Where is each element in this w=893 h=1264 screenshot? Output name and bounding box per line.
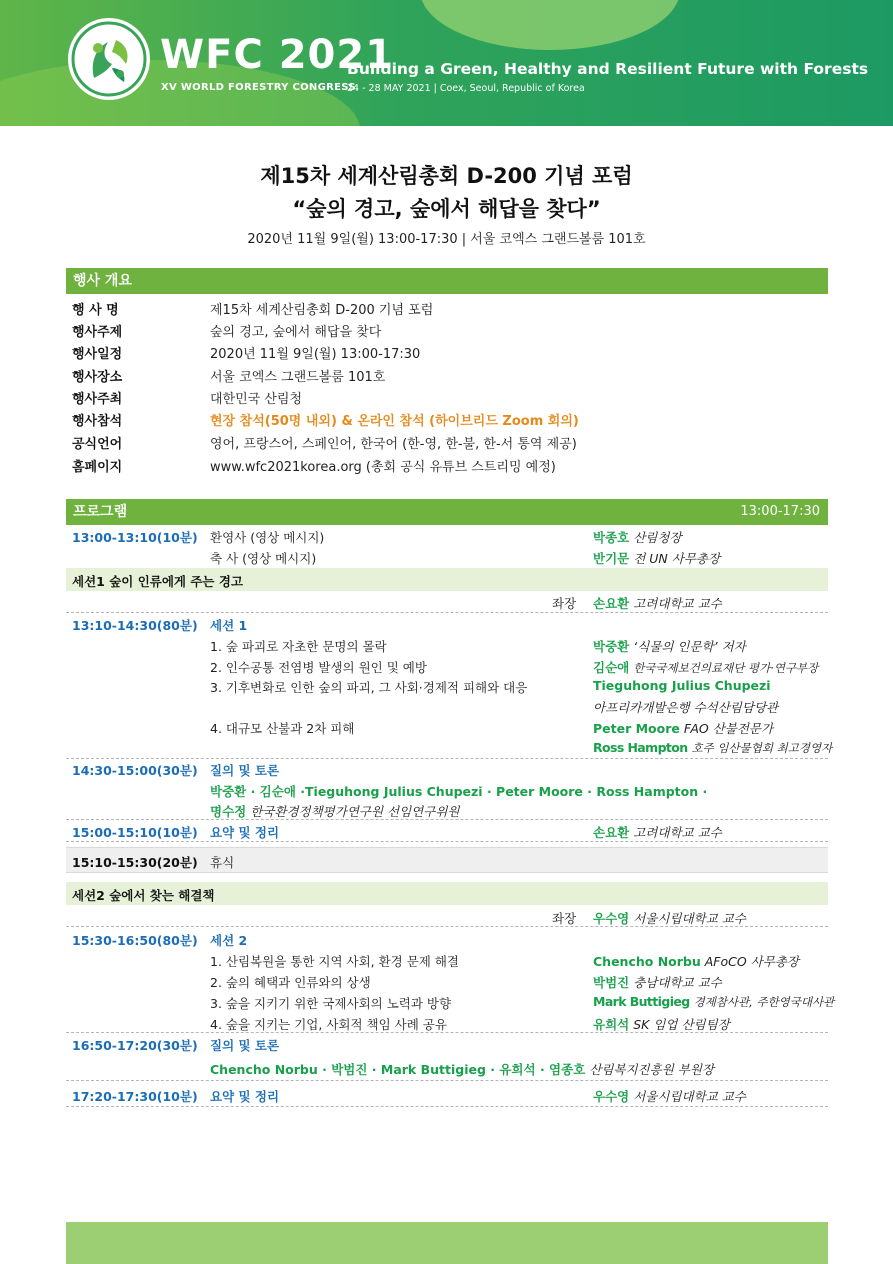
- overview-value: 영어, 프랑스어, 스페인어, 한국어 (한-영, 한-불, 한-서 통역 제공): [210, 437, 577, 452]
- overview-row: [66, 321, 828, 343]
- summary-label: 요약 및 정리: [210, 825, 280, 840]
- speaker: [593, 549, 720, 567]
- overview-value: 서울 코엑스 그랜드볼룸 101호: [210, 370, 386, 385]
- speaker-role: 산림청장: [633, 530, 682, 545]
- speaker-name: 명수정: [210, 804, 247, 819]
- overview-value: 대한민국 산림청: [210, 392, 303, 407]
- overview-heading-bar: [66, 268, 828, 294]
- talk-title: 4. 숲을 지키는 기업, 사회적 책임 사례 공유: [210, 1017, 447, 1032]
- overview-label: 행사장소: [72, 370, 123, 385]
- speaker-role: 한국국제보건의료재단 평가·연구부장: [633, 661, 819, 675]
- overview-label: 공식언어: [72, 437, 123, 452]
- discussion-label: 질의 및 토론: [210, 763, 280, 778]
- speaker-name: 우수영: [593, 1089, 630, 1104]
- speaker: [593, 637, 746, 655]
- divider: [66, 1080, 828, 1081]
- speaker-name: 손요환: [593, 825, 630, 840]
- speaker-name: 박종호: [593, 530, 630, 545]
- time-slot: 16:50-17:20(30분): [72, 1038, 198, 1053]
- speaker-name: Chencho Norbu · 박범진 · Mark Buttigieg · 유희석 · 염종호: [210, 1062, 586, 1077]
- speaker-role: SK 임업 산림팀장: [633, 1017, 730, 1032]
- tagline: Building a Green, Healthy and Resilient Future with Forests: [347, 60, 869, 78]
- agenda-item: 환영사 (영상 메시지): [210, 530, 325, 545]
- speaker-role: 충남대학교 교수: [633, 975, 722, 990]
- speaker: [593, 973, 722, 991]
- speaker: [593, 678, 771, 693]
- talk-title: 1. 산림복원을 통한 지역 사회, 환경 문제 해결: [210, 954, 459, 969]
- discussion-label: 질의 및 토론: [210, 1038, 280, 1053]
- break-label: 휴식: [210, 855, 235, 870]
- speaker-name: Mark Buttigieg: [593, 994, 690, 1009]
- speaker-name: Chencho Norbu: [593, 954, 701, 969]
- overview-heading: 행사 개요: [73, 273, 132, 289]
- discussion-participants: [210, 1060, 714, 1078]
- speaker-role: 호주 임산물협회 최고경영자: [691, 741, 833, 755]
- speaker-role: 전 UN 사무총장: [633, 551, 721, 566]
- overview-label: 홈페이지: [72, 460, 123, 475]
- speaker: [593, 658, 818, 676]
- header-banner: [0, 0, 893, 126]
- talk-title: 2. 숲의 혜택과 인류와의 상생: [210, 975, 371, 990]
- chair: [593, 594, 722, 612]
- overview-value: 현장 참석(50명 내외) & 온라인 참석 (하이브리드 Zoom 회의): [210, 414, 579, 429]
- session-label: 세션 1: [210, 618, 248, 633]
- session-label: 세션 2: [210, 933, 248, 948]
- event-dateline: 2020년 11월 9일(월) 13:00-17:30 | 서울 코엑스 그랜드볼룸 101호: [247, 232, 646, 247]
- time-slot: 14:30-15:00(30분): [72, 763, 198, 778]
- speaker-role: 고려대학교 교수: [633, 596, 722, 611]
- chair-label: 좌장: [552, 596, 577, 611]
- speaker-role: 산림복지진흥원 부원장: [589, 1062, 714, 1077]
- speaker-name: Peter Moore: [593, 721, 680, 736]
- overview-label: 행사일정: [72, 347, 123, 362]
- session-title: 세션2 숲에서 찾는 해결책: [72, 888, 215, 903]
- overview-value: 2020년 11월 9일(월) 13:00-17:30: [210, 347, 421, 362]
- agenda-item: 축 사 (영상 메시지): [210, 551, 317, 566]
- overview-value: 제15차 세계산림총회 D-200 기념 포럼: [210, 303, 434, 318]
- banner-decoration: [420, 0, 680, 50]
- divider: [66, 612, 828, 613]
- overview-row: [66, 456, 828, 478]
- discussion-participants: [210, 802, 459, 820]
- time-slot: 15:00-15:10(10분): [72, 825, 198, 840]
- time-slot: 15:10-15:30(20분): [72, 855, 198, 870]
- speaker-role-line: [593, 698, 778, 716]
- speaker: [593, 528, 682, 546]
- overview-label: 행사주최: [72, 392, 123, 407]
- speaker-name: 반기문: [593, 551, 630, 566]
- tagline-sub: 24 - 28 MAY 2021 | Coex, Seoul, Republic of Korea: [347, 83, 585, 94]
- page-subtitle: “숲의 경고, 숲에서 해답을 찾다”: [292, 197, 601, 221]
- overview-row: [66, 366, 828, 388]
- session-title: 세션1 숲이 인류에게 주는 경고: [72, 574, 244, 589]
- speaker-name: Ross Hampton: [593, 740, 688, 755]
- time-slot: 17:20-17:30(10분): [72, 1089, 198, 1104]
- program-heading: 프로그램: [73, 504, 128, 520]
- overview-row: [66, 410, 828, 432]
- speaker-role: 경제참사관, 주한영국대사관: [693, 995, 835, 1009]
- speaker-role: 서울시립대학교 교수: [633, 1089, 746, 1104]
- brand-subtitle: XV WORLD FORESTRY CONGRESS: [161, 82, 356, 93]
- time-slot: 13:10-14:30(80분): [72, 618, 198, 633]
- talk-title: 2. 인수공통 전염병 발생의 원인 및 예방: [210, 660, 427, 675]
- speaker-role: 한국환경정책평가연구원 선임연구위원: [250, 804, 460, 819]
- program-heading-bar: [66, 499, 828, 525]
- divider: [66, 1106, 828, 1107]
- speaker: [593, 952, 799, 970]
- speaker-role: 서울시립대학교 교수: [633, 911, 746, 926]
- speaker: [593, 740, 832, 756]
- talk-title: 3. 기후변화로 인한 숲의 파괴, 그 사회·경제적 피해와 대응: [210, 680, 528, 695]
- overview-label: 행사참석: [72, 414, 123, 429]
- divider: [66, 819, 828, 820]
- chair-label: 좌장: [552, 911, 577, 926]
- overview-row: [66, 299, 828, 321]
- speaker-name: 손요환: [593, 596, 630, 611]
- program-time-range: 13:00-17:30: [740, 504, 820, 519]
- chair: [593, 909, 746, 927]
- speaker: [593, 1015, 730, 1033]
- talk-title: 3. 숲을 지키기 위한 국제사회의 노력과 방향: [210, 996, 452, 1011]
- overview-label: 행사주제: [72, 325, 123, 340]
- homepage-link[interactable]: www.wfc2021korea.org (총회 공식 유튜브 스트리밍 예정): [210, 460, 556, 475]
- speaker-name: 박범진: [593, 975, 630, 990]
- divider: [66, 1032, 828, 1033]
- tree-face-logo-icon: [68, 18, 150, 100]
- divider: [66, 926, 828, 927]
- speaker: [593, 823, 722, 841]
- discussion-participants: 박중환 · 김순애 ·Tieguhong Julius Chupezi · Peter Moore · Ross Hampton ·: [210, 784, 708, 799]
- overview-value: 숲의 경고, 숲에서 해답을 찾다: [210, 325, 382, 340]
- speaker: [593, 1087, 746, 1105]
- brand-name: WFC 2021: [160, 32, 395, 78]
- speaker-name: 김순애: [593, 660, 630, 675]
- speaker-role: AFoCO 사무총장: [704, 954, 799, 969]
- time-slot: 15:30-16:50(80분): [72, 933, 198, 948]
- speaker: [593, 719, 773, 737]
- overview-row: [66, 433, 828, 455]
- divider: [66, 758, 828, 759]
- summary-label: 요약 및 정리: [210, 1089, 280, 1104]
- speaker-name: 유희석: [593, 1017, 630, 1032]
- overview-row: [66, 388, 828, 410]
- speaker: [593, 994, 834, 1010]
- talk-title: 1. 숲 파괴로 자초한 문명의 몰락: [210, 639, 387, 654]
- time-slot: 13:00-13:10(10분): [72, 530, 198, 545]
- speaker-role: 아프리카개발은행 수석산림담당관: [593, 700, 779, 715]
- speaker-name: 박중환: [593, 639, 630, 654]
- overview-row: [66, 343, 828, 365]
- talk-title: 4. 대규모 산불과 2차 피해: [210, 721, 355, 736]
- page-title: 제15차 세계산림총회 D-200 기념 포럼: [260, 164, 633, 188]
- speaker-role: 고려대학교 교수: [633, 825, 722, 840]
- footer-bar: [66, 1222, 828, 1264]
- divider: [66, 841, 828, 842]
- speaker-name: Tieguhong Julius Chupezi: [593, 678, 771, 693]
- speaker-role: ‘식물의 인문학’ 저자: [633, 639, 746, 654]
- speaker-name: 우수영: [593, 911, 630, 926]
- overview-label: 행 사 명: [72, 303, 119, 318]
- speaker-role: FAO 산불전문가: [683, 721, 774, 736]
